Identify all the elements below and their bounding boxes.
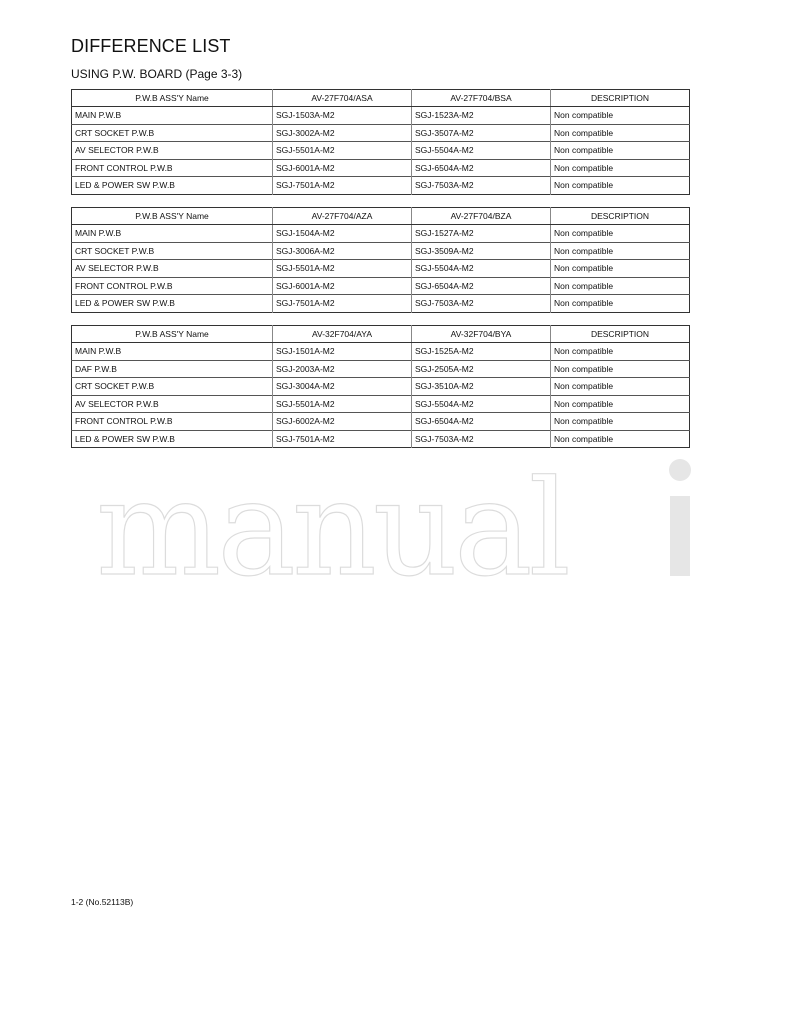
- column-header-model-a: AV-32F704/AYA: [273, 326, 412, 343]
- column-header-model-b: AV-27F704/BZA: [412, 208, 551, 225]
- difference-table-aya-bya: [71, 325, 690, 448]
- description-cell: Non compatible: [551, 430, 690, 448]
- assy-name-cell: MAIN P.W.B: [72, 225, 273, 243]
- description-cell: Non compatible: [551, 225, 690, 243]
- part-number-cell: SGJ-6002A-M2: [273, 413, 412, 431]
- assy-name-cell: MAIN P.W.B: [72, 343, 273, 361]
- description-cell: Non compatible: [551, 413, 690, 431]
- description-cell: Non compatible: [551, 260, 690, 278]
- assy-name-cell: AV SELECTOR P.W.B: [72, 142, 273, 160]
- table-row: [72, 107, 690, 125]
- description-cell: Non compatible: [551, 124, 690, 142]
- assy-name-cell: FRONT CONTROL P.W.B: [72, 413, 273, 431]
- part-number-cell: SGJ-7503A-M2: [412, 295, 551, 313]
- assy-name-cell: LED & POWER SW P.W.B: [72, 295, 273, 313]
- table-row: [72, 343, 690, 361]
- part-number-cell: SGJ-5501A-M2: [273, 395, 412, 413]
- description-cell: Non compatible: [551, 395, 690, 413]
- table-row: [72, 295, 690, 313]
- part-number-cell: SGJ-6001A-M2: [273, 277, 412, 295]
- part-number-cell: SGJ-3006A-M2: [273, 242, 412, 260]
- table-row: [72, 124, 690, 142]
- description-cell: Non compatible: [551, 159, 690, 177]
- description-cell: Non compatible: [551, 378, 690, 396]
- column-header-description: DESCRIPTION: [551, 208, 690, 225]
- table-header-row: [72, 326, 690, 343]
- part-number-cell: SGJ-3510A-M2: [412, 378, 551, 396]
- column-header-description: DESCRIPTION: [551, 326, 690, 343]
- assy-name-cell: FRONT CONTROL P.W.B: [72, 277, 273, 295]
- description-cell: Non compatible: [551, 277, 690, 295]
- part-number-cell: SGJ-5501A-M2: [273, 142, 412, 160]
- difference-table-aza-bza: [71, 207, 690, 313]
- assy-name-cell: CRT SOCKET P.W.B: [72, 378, 273, 396]
- part-number-cell: SGJ-1501A-M2: [273, 343, 412, 361]
- description-cell: Non compatible: [551, 242, 690, 260]
- watermark-i-dot: [669, 459, 691, 481]
- table-row: [72, 159, 690, 177]
- watermark-i-stem: [670, 496, 690, 576]
- description-cell: Non compatible: [551, 360, 690, 378]
- part-number-cell: SGJ-1523A-M2: [412, 107, 551, 125]
- table-row: [72, 395, 690, 413]
- section-subtitle: USING P.W. BOARD (Page 3-3): [71, 67, 243, 81]
- table-row: [72, 277, 690, 295]
- description-cell: Non compatible: [551, 343, 690, 361]
- assy-name-cell: LED & POWER SW P.W.B: [72, 177, 273, 195]
- table-row: [72, 177, 690, 195]
- table-row: [72, 225, 690, 243]
- column-header-model-b: AV-27F704/BSA: [412, 90, 551, 107]
- part-number-cell: SGJ-1503A-M2: [273, 107, 412, 125]
- part-number-cell: SGJ-6001A-M2: [273, 159, 412, 177]
- difference-table-asa-bsa: [71, 89, 690, 195]
- part-number-cell: SGJ-5504A-M2: [412, 142, 551, 160]
- description-cell: Non compatible: [551, 295, 690, 313]
- svg-text:manual: manual: [96, 456, 567, 584]
- assy-name-cell: LED & POWER SW P.W.B: [72, 430, 273, 448]
- column-header-assy-name: P.W.B ASS'Y Name: [72, 208, 273, 225]
- part-number-cell: SGJ-7501A-M2: [273, 177, 412, 195]
- assy-name-cell: AV SELECTOR P.W.B: [72, 395, 273, 413]
- column-header-model-b: AV-32F704/BYA: [412, 326, 551, 343]
- manuali-watermark-logo: [96, 456, 696, 584]
- table-row: [72, 242, 690, 260]
- part-number-cell: SGJ-2003A-M2: [273, 360, 412, 378]
- part-number-cell: SGJ-3004A-M2: [273, 378, 412, 396]
- assy-name-cell: DAF P.W.B: [72, 360, 273, 378]
- part-number-cell: SGJ-1527A-M2: [412, 225, 551, 243]
- part-number-cell: SGJ-6504A-M2: [412, 277, 551, 295]
- description-cell: Non compatible: [551, 177, 690, 195]
- part-number-cell: SGJ-1504A-M2: [273, 225, 412, 243]
- table-row: [72, 260, 690, 278]
- description-cell: Non compatible: [551, 142, 690, 160]
- column-header-model-a: AV-27F704/AZA: [273, 208, 412, 225]
- part-number-cell: SGJ-3002A-M2: [273, 124, 412, 142]
- part-number-cell: SGJ-3509A-M2: [412, 242, 551, 260]
- table-row: [72, 378, 690, 396]
- part-number-cell: SGJ-6504A-M2: [412, 413, 551, 431]
- assy-name-cell: CRT SOCKET P.W.B: [72, 242, 273, 260]
- part-number-cell: SGJ-5504A-M2: [412, 395, 551, 413]
- page-title: DIFFERENCE LIST: [71, 36, 231, 56]
- part-number-cell: SGJ-1525A-M2: [412, 343, 551, 361]
- part-number-cell: SGJ-2505A-M2: [412, 360, 551, 378]
- column-header-assy-name: P.W.B ASS'Y Name: [72, 326, 273, 343]
- column-header-assy-name: P.W.B ASS'Y Name: [72, 90, 273, 107]
- part-number-cell: SGJ-7503A-M2: [412, 177, 551, 195]
- table-row: [72, 142, 690, 160]
- part-number-cell: SGJ-7501A-M2: [273, 295, 412, 313]
- assy-name-cell: MAIN P.W.B: [72, 107, 273, 125]
- assy-name-cell: CRT SOCKET P.W.B: [72, 124, 273, 142]
- part-number-cell: SGJ-6504A-M2: [412, 159, 551, 177]
- part-number-cell: SGJ-5501A-M2: [273, 260, 412, 278]
- part-number-cell: SGJ-5504A-M2: [412, 260, 551, 278]
- column-header-model-a: AV-27F704/ASA: [273, 90, 412, 107]
- table-header-row: [72, 90, 690, 107]
- table-row: [72, 413, 690, 431]
- table-row: [72, 430, 690, 448]
- part-number-cell: SGJ-7501A-M2: [273, 430, 412, 448]
- assy-name-cell: AV SELECTOR P.W.B: [72, 260, 273, 278]
- assy-name-cell: FRONT CONTROL P.W.B: [72, 159, 273, 177]
- table-header-row: [72, 208, 690, 225]
- part-number-cell: SGJ-3507A-M2: [412, 124, 551, 142]
- table-row: [72, 360, 690, 378]
- part-number-cell: SGJ-7503A-M2: [412, 430, 551, 448]
- column-header-description: DESCRIPTION: [551, 90, 690, 107]
- page-footer-number: 1-2 (No.52113B): [71, 897, 134, 907]
- description-cell: Non compatible: [551, 107, 690, 125]
